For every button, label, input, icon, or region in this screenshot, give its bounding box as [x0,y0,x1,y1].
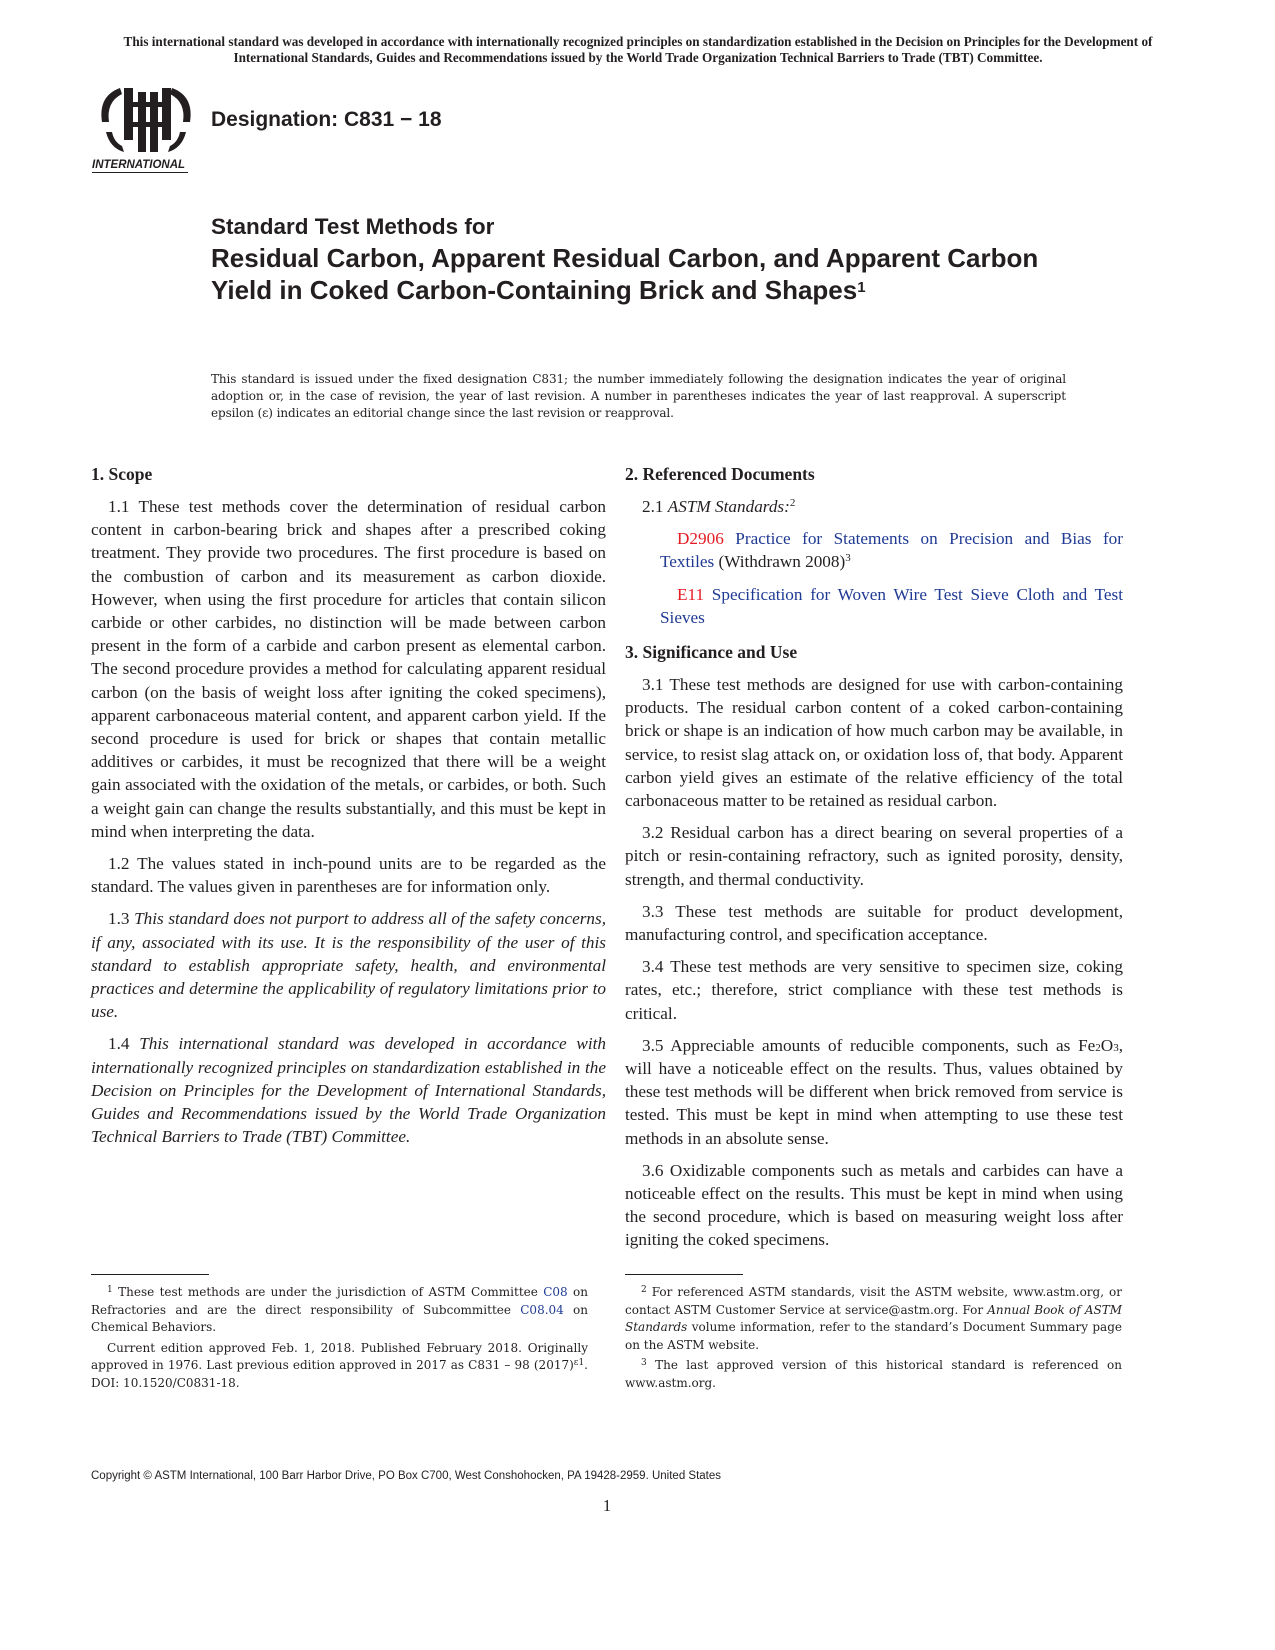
footnote-1 [91,1284,588,1337]
footnote-2 [625,1284,1122,1354]
fn2-a: For referenced ASTM standards, visit the ASTM website, www.astm.org, or contact ASTM Customer Service at service@astm.org. For [625,1285,1122,1317]
title-main [211,242,1071,306]
designation: Designation: C831 − 18 [211,108,442,131]
para-1-1: 1.1 These test methods cover the determination of residual carbon content in carbon-bearing brick and shapes after a prescribed coking treatment. They provide two procedures. The first procedure is based on the combustion of carbon and its measurement as carbon dioxide. However, when using the first procedure for articles that contain silicon carbide or other carbides, no distinction will be made between carbon present in the form of a carbide and carbon present as elemental carbon. The second procedure provides a method for calculating apparent residual carbon (on the basis of weight loss after igniting the coked specimens), apparent carbonaceous material content, and apparent carbon yield. If the second procedure is used for brick or shapes that contain metallic additives or carbides, it must be recognized that there will be a weight gain associated with the oxidation of the metals, or carbides, or both. Such a weight gain can change the results substantially, and this must be kept in mind when interpreting the data. [91,497,606,841]
footnotes-left [91,1284,588,1395]
astm-logo [92,82,200,178]
astm-standards-subheading [625,495,1123,518]
para-3-5-sub1: 2 [1095,1041,1101,1054]
para-1-3-num: 1.3 [108,909,135,929]
para-3-1: 3.1 These test methods are designed for use with carbon-containing products. The residual carbon content of a coked carbon-containing brick or shape is an indication of how much carbon may be available, in service, to resist slag attack on, or oxidation loss of, that body. Apparent carbon yield gives an estimate of the relative efficiency of the total carbonaceous matter to be retained as residual carbon. [625,675,1123,811]
scope-heading: 1. Scope [91,464,153,484]
para-1-3 [91,907,606,1023]
para-3-5-c: , will have a noticeable effect on the results. Thus, values obtained by these test methods will be different when brick removed from service is tested. This must be kept in mind when attempting to use these test methods in an absolute sense. [625,1035,1123,1148]
fn1-link-c0804[interactable]: C08.04 [520,1302,564,1317]
fn1-eps: ε1 [573,1358,585,1368]
title-block [211,212,1071,306]
title-line1: Standard Test Methods for [211,214,495,239]
footnote-rule-left [91,1274,209,1275]
logo-text: INTERNATIONAL [92,159,186,171]
top-notice: This international standard was developed in accordance with internationally recognized principles on standardization established in the Decision on Principles for the Development of International Standards, Guides and Recommendations issued by the World Trade Organization Technical Barriers to Trade (TBT) Committee. [123,34,1153,65]
para-1-4 [91,1032,606,1148]
page-number: 1 [602,1496,612,1515]
para-3-5-b: O [1100,1035,1114,1055]
para-3-3: 3.3 These test methods are suitable for product development, manufacturing control, and specification acceptance. [625,901,1123,945]
title-main-text: Residual Carbon, Apparent Residual Carbon, and Apparent Carbon Yield in Coked Carbon-Containing Brick and Shapes [211,243,1039,305]
fn1-d: Current edition approved Feb. 1, 2018. Published February 2018. Originally approved in 1976. Last previous edition approved in 2017 as C831 – 98 (2017) [91,1340,588,1372]
title-footnote-mark[interactable]: 1 [857,279,866,296]
para-1-2: 1.2 The values stated in inch-pound units are to be regarded as the standard. The values given in parentheses are for information only. [91,854,606,897]
fn2-italic: Annual Book of ASTM Standards [625,1302,1122,1334]
ref-d2906-mark[interactable]: 3 [845,552,851,565]
fn2-b: volume information, refer to the standard’s Document Summary page on the ASTM website. [625,1320,1122,1352]
fn1-c: on Chemical Behaviors. [91,1302,588,1334]
fn1-b: on Refractories and are the direct responsibility of Subcommittee [91,1285,588,1317]
para-3-2: 3.2 Residual carbon has a direct bearing on several properties of a pitch or resin-containing refractory, such as ignited porosity, density, strength, and thermal conductivity. [625,823,1123,889]
footnote-rule-right [625,1274,743,1275]
ref-e11-code[interactable]: E11 [677,584,705,604]
fn2-mark: 2 [641,1285,647,1295]
para-3-5 [625,1034,1123,1150]
ref-d2906-code[interactable]: D2906 [677,529,724,549]
copyright: Copyright © ASTM International, 100 Barr Harbor Drive, PO Box C700, West Conshohocken, PA 19428-2959. United States [91,1470,722,1482]
ref-e11 [625,583,1123,629]
para-3-5-a: 3.5 Appreciable amounts of reducible components, such as Fe [642,1035,1096,1055]
ref-d2906-title[interactable]: Practice for Statements on Precision and Bias for Textiles [660,529,1123,572]
para-3-5-sub2: 3 [1113,1041,1119,1054]
footnote-1-edition [91,1340,588,1393]
para-1-3-text: This standard does not purport to address all of the safety concerns, if any, associated with its use. It is the responsibility of the user of this standard to establish appropriate safety, health, and environmental practices and determine the applicability of regulatory limitations prior to use. [91,909,606,1022]
fn1-link-c08[interactable]: C08 [543,1285,568,1299]
para-3-6: 3.6 Oxidizable components such as metals and carbides can have a noticeable effect on the results. This must be kept in mind when using the second procedure, which is based on measuring weight loss after igniting the coked specimens. [625,1160,1123,1250]
left-column [91,463,606,1157]
significance-heading: 3. Significance and Use [625,642,798,663]
ref-d2906 [625,527,1123,573]
right-column [625,463,1123,1261]
footnote-3 [625,1357,1122,1392]
sub-mark[interactable]: 2 [789,497,796,509]
sub-num: 2.1 [642,497,668,516]
referenced-heading: 2. Referenced Documents [625,464,815,484]
ref-d2906-note: (Withdrawn 2008) [718,552,846,572]
para-1-4-num: 1.4 [108,1034,140,1054]
fn1-e: . DOI: 10.1520/C0831-18. [91,1358,588,1390]
sub-label: ASTM Standards: [667,497,790,516]
fn3-mark: 3 [641,1358,647,1368]
ref-e11-title[interactable]: Specification for Woven Wire Test Sieve Cloth and Test Sieves [660,584,1123,627]
para-1-4-text: This international standard was developed in accordance with internationally recognized principles on standardization established in the Decision on Principles for the Development of International Standards, Guides and Recommendations issued by the World Trade Organization Technical Barriers to Trade (TBT) Committee. [91,1034,606,1147]
fn1-mark: 1 [107,1285,113,1295]
fn1-a: These test methods are under the jurisdiction of ASTM Committee [118,1285,544,1299]
footnotes-right [625,1284,1122,1395]
issue-note: This standard is issued under the fixed designation C831; the number immediately following the designation indicates the year of original adoption or, in the case of revision, the year of last revision. A number in parentheses indicates the year of last reapproval. A superscript epsilon (ε) indicates an editorial change since the last revision or reapproval. [211,372,1066,420]
para-3-4: 3.4 These test methods are very sensitive to specimen size, coking rates, etc.; therefore, strict compliance with these test methods is critical. [625,957,1123,1023]
fn3-text: The last approved version of this historical standard is referenced on www.astm.org. [625,1358,1122,1390]
